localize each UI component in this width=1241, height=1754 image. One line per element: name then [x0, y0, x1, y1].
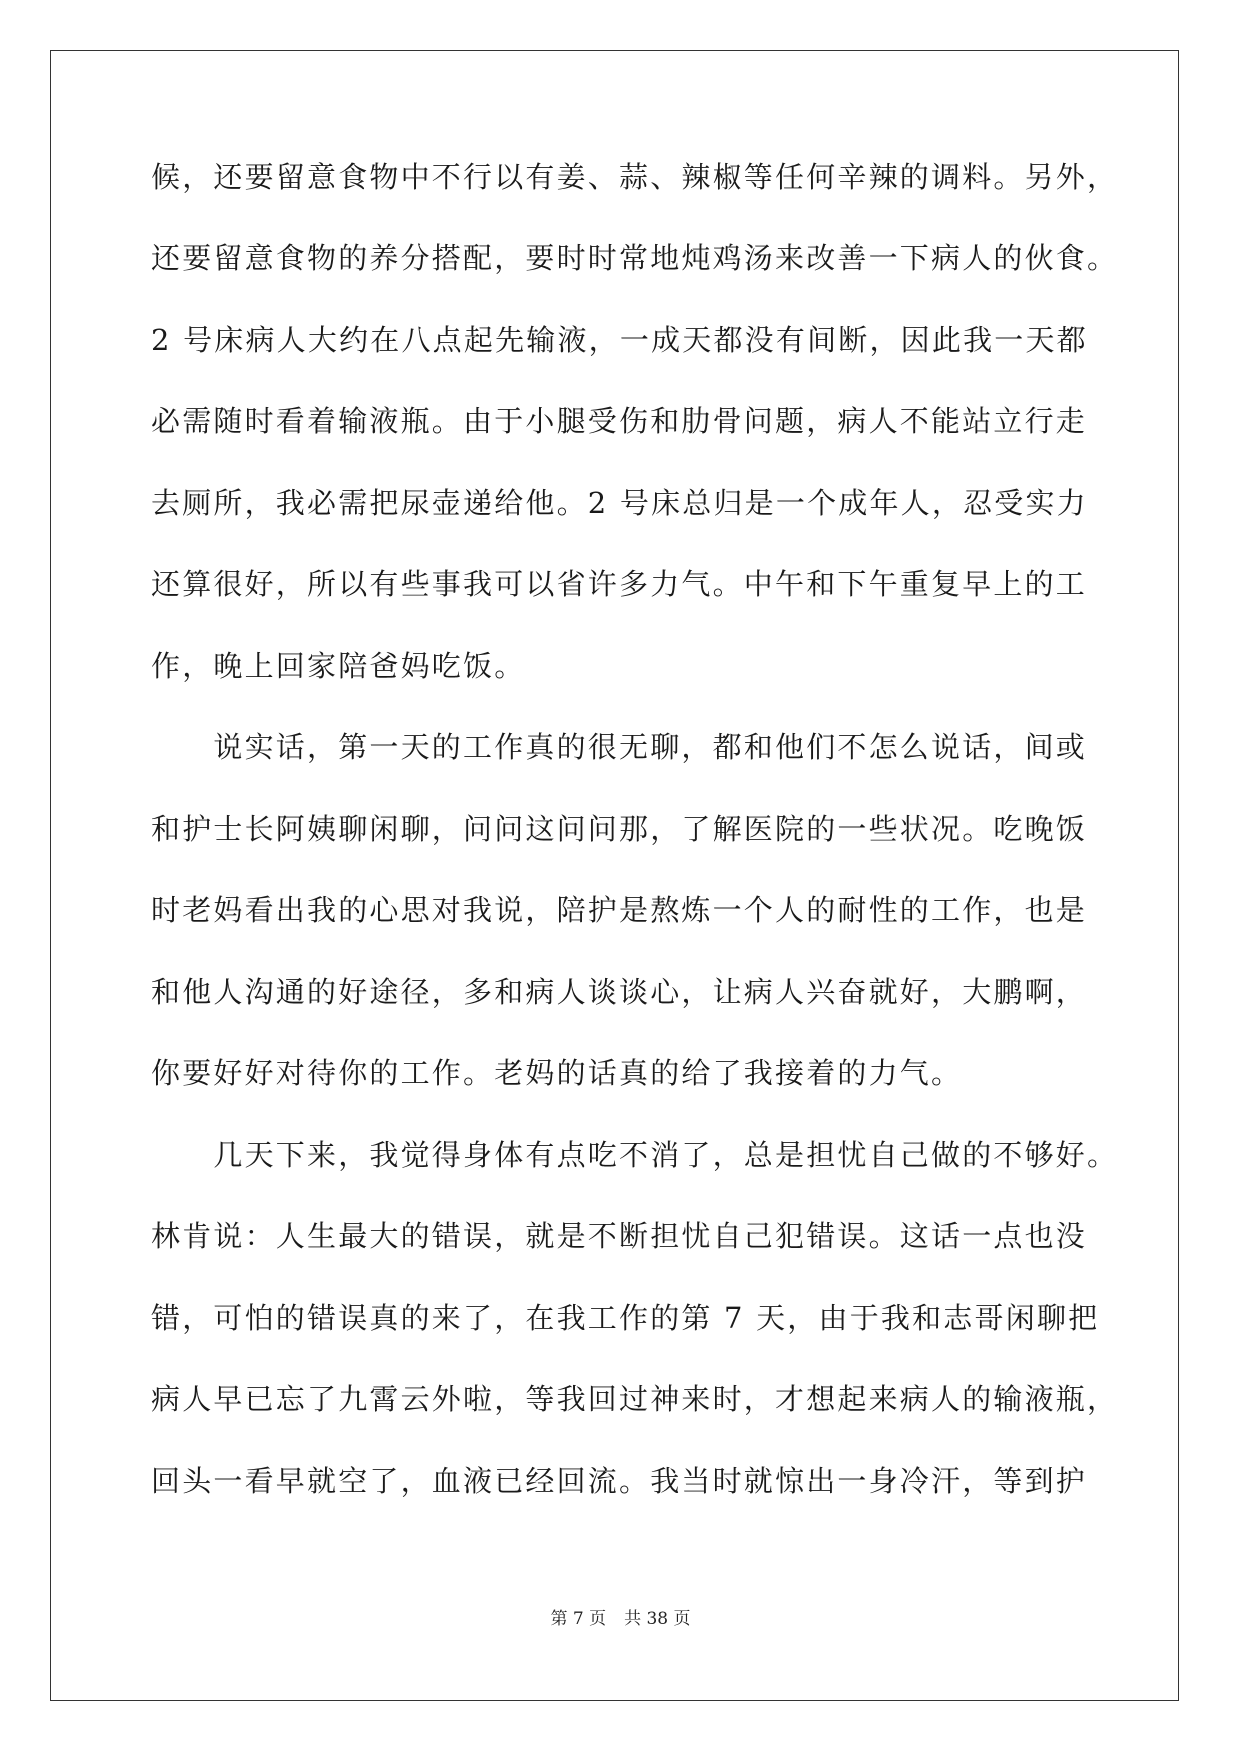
text-line: 几天下来，我觉得身体有点吃不消了，总是担忧自己做的不够好。: [151, 1138, 1119, 1172]
page-number: 第 7 页: [550, 1609, 607, 1629]
text-line: 必需随时看着输液瓶。由于小腿受伤和肋骨问题，病人不能站立行走: [151, 404, 1088, 438]
text-line: 回头一看早就空了，血液已经回流。我当时就惊出一身冷汗，等到护: [151, 1464, 1088, 1498]
text-line: 你要好好对待你的工作。老妈的话真的给了我接着的力气。: [151, 1056, 963, 1090]
text-line: 还要留意食物的养分搭配，要时时常地炖鸡汤来改善一下病人的伙食。: [151, 241, 1119, 275]
text-line: 林肯说：人生最大的错误，就是不断担忧自己犯错误。这话一点也没: [151, 1219, 1088, 1253]
text-line: 作，晚上回家陪爸妈吃饭。: [151, 649, 526, 683]
text-line: 时老妈看出我的心思对我说，陪护是熬炼一个人的耐性的工作，也是: [151, 893, 1088, 927]
text-line: 2 号床病人大约在八点起先输液，一成天都没有间断，因此我一天都: [151, 323, 1088, 357]
text-line: 病人早已忘了九霄云外啦，等我回过神来时，才想起来病人的输液瓶，: [151, 1382, 1119, 1416]
text-line: 说实话，第一天的工作真的很无聊，都和他们不怎么说话，间或: [151, 730, 1088, 764]
text-line: 和他人沟通的好途径，多和病人谈谈心，让病人兴奋就好，大鹏啊，: [151, 975, 1088, 1009]
text-line: 和护士长阿姨聊闲聊，问问这问问那，了解医院的一些状况。吃晚饭: [151, 812, 1088, 846]
text-line: 候，还要留意食物中不行以有姜、蒜、辣椒等任何辛辣的调料。另外，: [151, 160, 1119, 194]
page-border: [50, 50, 1179, 1701]
text-line: 错，可怕的错误真的来了，在我工作的第 7 天，由于我和志哥闲聊把: [151, 1301, 1100, 1335]
text-line: 去厕所，我必需把尿壶递给他。2 号床总归是一个成年人，忍受实力: [151, 486, 1088, 520]
page-total: 共 38 页: [624, 1609, 691, 1629]
page-footer: [0, 1608, 1241, 1630]
text-line: 还算很好，所以有些事我可以省许多力气。中午和下午重复早上的工: [151, 567, 1088, 601]
